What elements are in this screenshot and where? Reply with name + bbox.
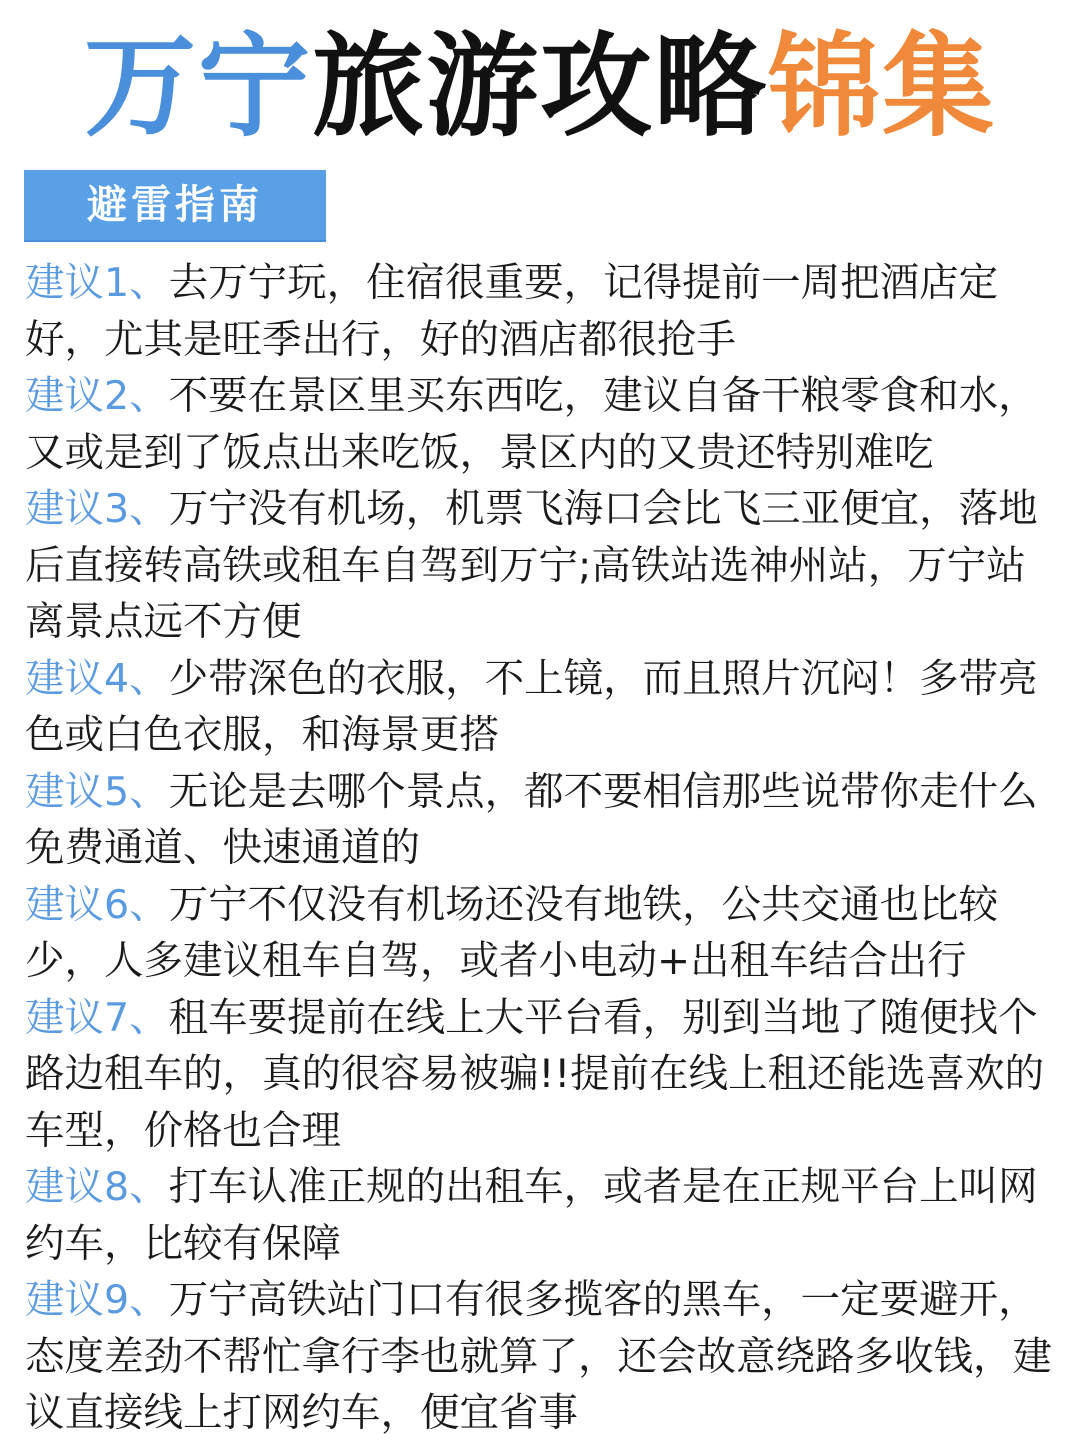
title-part-collection: 锦集: [768, 22, 996, 152]
tip-item-7: [25, 990, 1055, 1160]
tip-item-4: [25, 651, 1055, 764]
tip-item-9: [25, 1272, 1055, 1442]
tip-text: 万宁不仅没有机场还没有地铁，公共交通也比较少，人多建议租车自驾，或者小电动+出租车结合出行: [25, 881, 999, 984]
tip-prefix: 建议3、: [25, 486, 169, 532]
tip-text: 不要在景区里买东西吃，建议自备干粮零食和水，又或是到了饭点出来吃饭，景区内的又贵还特别难吃: [25, 373, 1038, 476]
title-part-wanning: 万宁: [84, 22, 312, 152]
tip-prefix: 建议9、: [25, 1277, 169, 1323]
tip-text: 去万宁玩，住宿很重要，记得提前一周把酒店定好，尤其是旺季出行，好的酒店都很抢手: [25, 260, 999, 363]
tip-text: 打车认准正规的出租车，或者是在正规平台上叫网约车，比较有保障: [25, 1164, 1038, 1267]
section-label-pitfall-guide: 避雷指南: [24, 170, 326, 240]
tip-text: 无论是去哪个景点，都不要相信那些说带你走什么免费通道、快速通道的: [25, 768, 1038, 871]
tip-text: 租车要提前在线上大平台看，别到当地了随便找个路边租车的，真的很容易被骗!!提前在线上租还能选喜欢的车型，价格也合理: [25, 994, 1045, 1154]
tip-prefix: 建议5、: [25, 768, 169, 815]
tip-item-2: [25, 368, 1055, 481]
tip-prefix: 建议1、: [25, 260, 169, 306]
tip-prefix: 建议8、: [25, 1164, 169, 1210]
tip-prefix: 建议2、: [25, 373, 169, 419]
tip-item-5: [25, 764, 1055, 877]
tip-text: 万宁没有机场，机票飞海口会比飞三亚便宜，落地后直接转高铁或租车自驾到万宁;高铁站选神州站，万宁站离景点远不方便: [25, 486, 1038, 645]
tip-text: 万宁高铁站门口有很多揽客的黑车，一定要避开，态度差劲不帮忙拿行李也就算了，还会故意绕路多收钱，建议直接线上打网约车，便宜省事: [25, 1277, 1052, 1436]
page-title: [0, 22, 1080, 152]
tip-item-1: [25, 255, 1055, 368]
tip-prefix: 建议6、: [25, 881, 169, 928]
tip-prefix: 建议4、: [25, 655, 169, 702]
tip-prefix: 建议7、: [25, 994, 169, 1041]
tip-item-8: [25, 1159, 1055, 1272]
tips-list: [25, 255, 1055, 1442]
title-part-travel-guide: 旅游攻略: [312, 22, 768, 152]
tip-text: 少带深色的衣服，不上镜，而且照片沉闷！多带亮色或白色衣服，和海景更搭: [25, 655, 1038, 758]
tip-item-3: [25, 481, 1055, 651]
tip-item-6: [25, 877, 1055, 990]
